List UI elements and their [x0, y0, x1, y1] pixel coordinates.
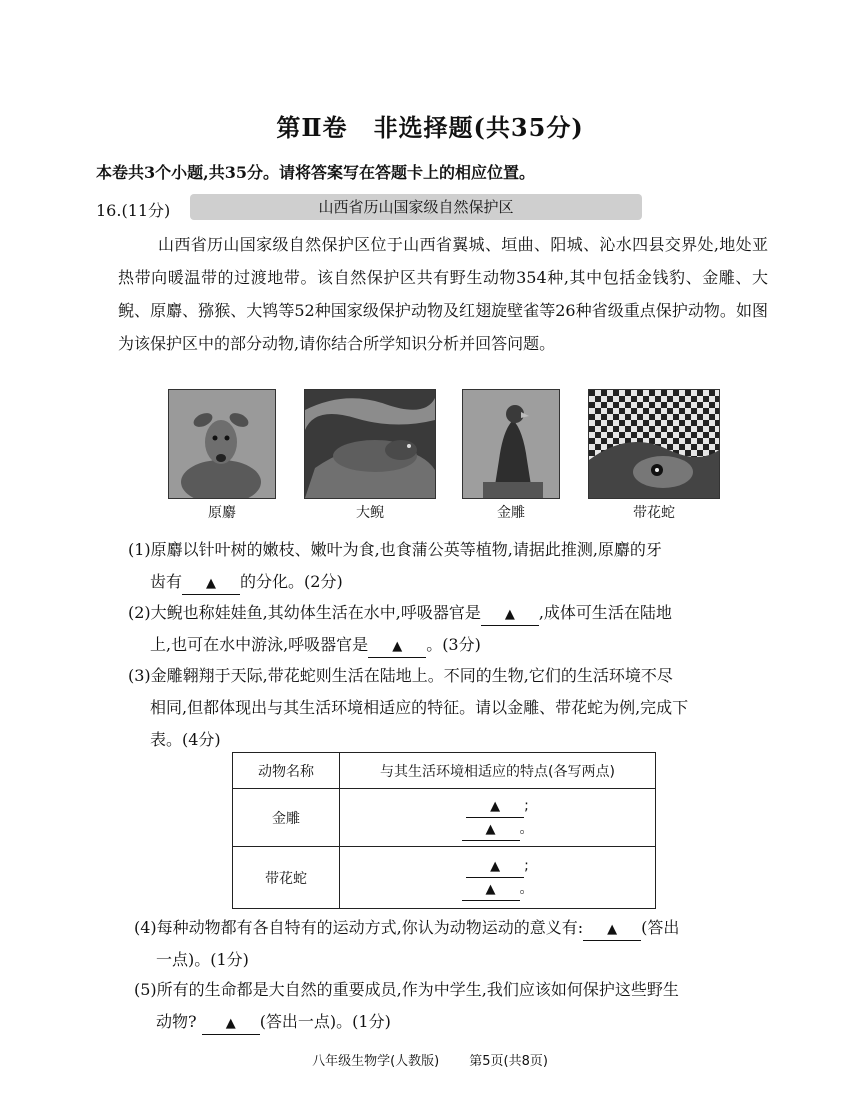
adaptation-table	[232, 752, 656, 909]
subquestion-3: (3)金雕翱翔于天际,带花蛇则生活在陆地上。不同的生物,它们的生活环境不尽 相同,但都体现出与其生活环境相适应的特征。请以金雕、带花蛇为例,完成下 表。(4分)	[128, 666, 689, 749]
answer-blank[interactable]: ▲	[481, 605, 539, 626]
snake-icon	[589, 390, 719, 498]
question-passage: 山西省历山国家级自然保护区位于山西省翼城、垣曲、阳城、沁水四县交界处,地处亚热带向暖温带的过渡地带。该自然保护区共有野生动物354种,其中包括金钱豹、金雕、大鲵、原麝、猕猴、大鸨等52种国家级保护动物及红翅旋壁雀等26种省级重点保护动物。如图为该保护区中的部分动物,请你结合所学知识分析并回答问题。	[118, 235, 768, 353]
salamander-icon	[305, 390, 435, 498]
snake-photo	[588, 389, 720, 499]
subquestion-1: (1)原麝以针叶树的嫩枝、嫩叶为食,也食蒲公英等植物,请据此推测,原麝的牙 齿有 ▲ 的分化。(2分)	[128, 534, 768, 598]
answer-blank[interactable]: ▲	[466, 857, 524, 878]
caption-musk-deer: 原麝	[208, 505, 236, 521]
page-footer	[0, 1050, 860, 1069]
answer-blank[interactable]: ▲	[466, 797, 524, 818]
caption-golden-eagle: 金雕	[497, 505, 525, 521]
answer-blank[interactable]: ▲	[462, 820, 520, 841]
footer-subject: 八年级生物学(人教版)	[312, 1054, 440, 1069]
salamander-photo	[304, 389, 436, 499]
answer-blank[interactable]: ▲	[368, 637, 426, 658]
golden-eagle-photo	[462, 389, 560, 499]
feature-cell: ▲ ; ▲ 。	[340, 789, 656, 847]
subquestion-4: (4)每种动物都有各自特有的运动方式,你认为动物运动的意义有: ▲ (答出 一点)。(1分)	[134, 918, 680, 969]
table-row	[233, 847, 656, 909]
caption-salamander: 大鲵	[356, 505, 384, 521]
table-header: 与其生活环境相适应的特点(各写两点)	[340, 753, 656, 789]
musk-deer-photo	[168, 389, 276, 499]
subquestion-5: (5)所有的生命都是大自然的重要成员,作为中学生,我们应该如何保护这些野生 动物? ▲ (答出一点)。(1分)	[134, 974, 774, 1038]
table-row	[233, 789, 656, 847]
section-intro: 本卷共3个小题,共35分。请将答案写在答题卡上的相应位置。	[96, 163, 535, 182]
deer-icon	[169, 390, 275, 498]
animal-name-cell: 金雕	[233, 789, 340, 847]
question-banner: 山西省历山国家级自然保护区	[190, 194, 642, 220]
answer-blank[interactable]: ▲	[202, 1014, 260, 1035]
question-number: 16.(11分)	[96, 201, 171, 220]
section-name: 非选择题(共35分)	[373, 113, 584, 142]
feature-cell: ▲ ; ▲ 。	[340, 847, 656, 909]
eagle-icon	[463, 390, 559, 498]
answer-blank[interactable]: ▲	[462, 880, 520, 901]
section-part: 第Ⅱ卷	[276, 113, 348, 142]
subquestion-2: (2)大鲵也称娃娃鱼,其幼体生活在水中,呼吸器官是 ▲ ,成体可生活在陆地 上,也可在水中游泳,呼吸器官是 ▲ 。(3分)	[128, 597, 768, 661]
section-title	[0, 108, 860, 143]
answer-blank[interactable]: ▲	[182, 574, 240, 595]
animal-name-cell: 带花蛇	[233, 847, 340, 909]
footer-page-number: 第5页(共8页)	[469, 1054, 548, 1069]
caption-snake: 带花蛇	[633, 505, 675, 521]
answer-blank[interactable]: ▲	[583, 920, 641, 941]
table-header: 动物名称	[233, 753, 340, 789]
